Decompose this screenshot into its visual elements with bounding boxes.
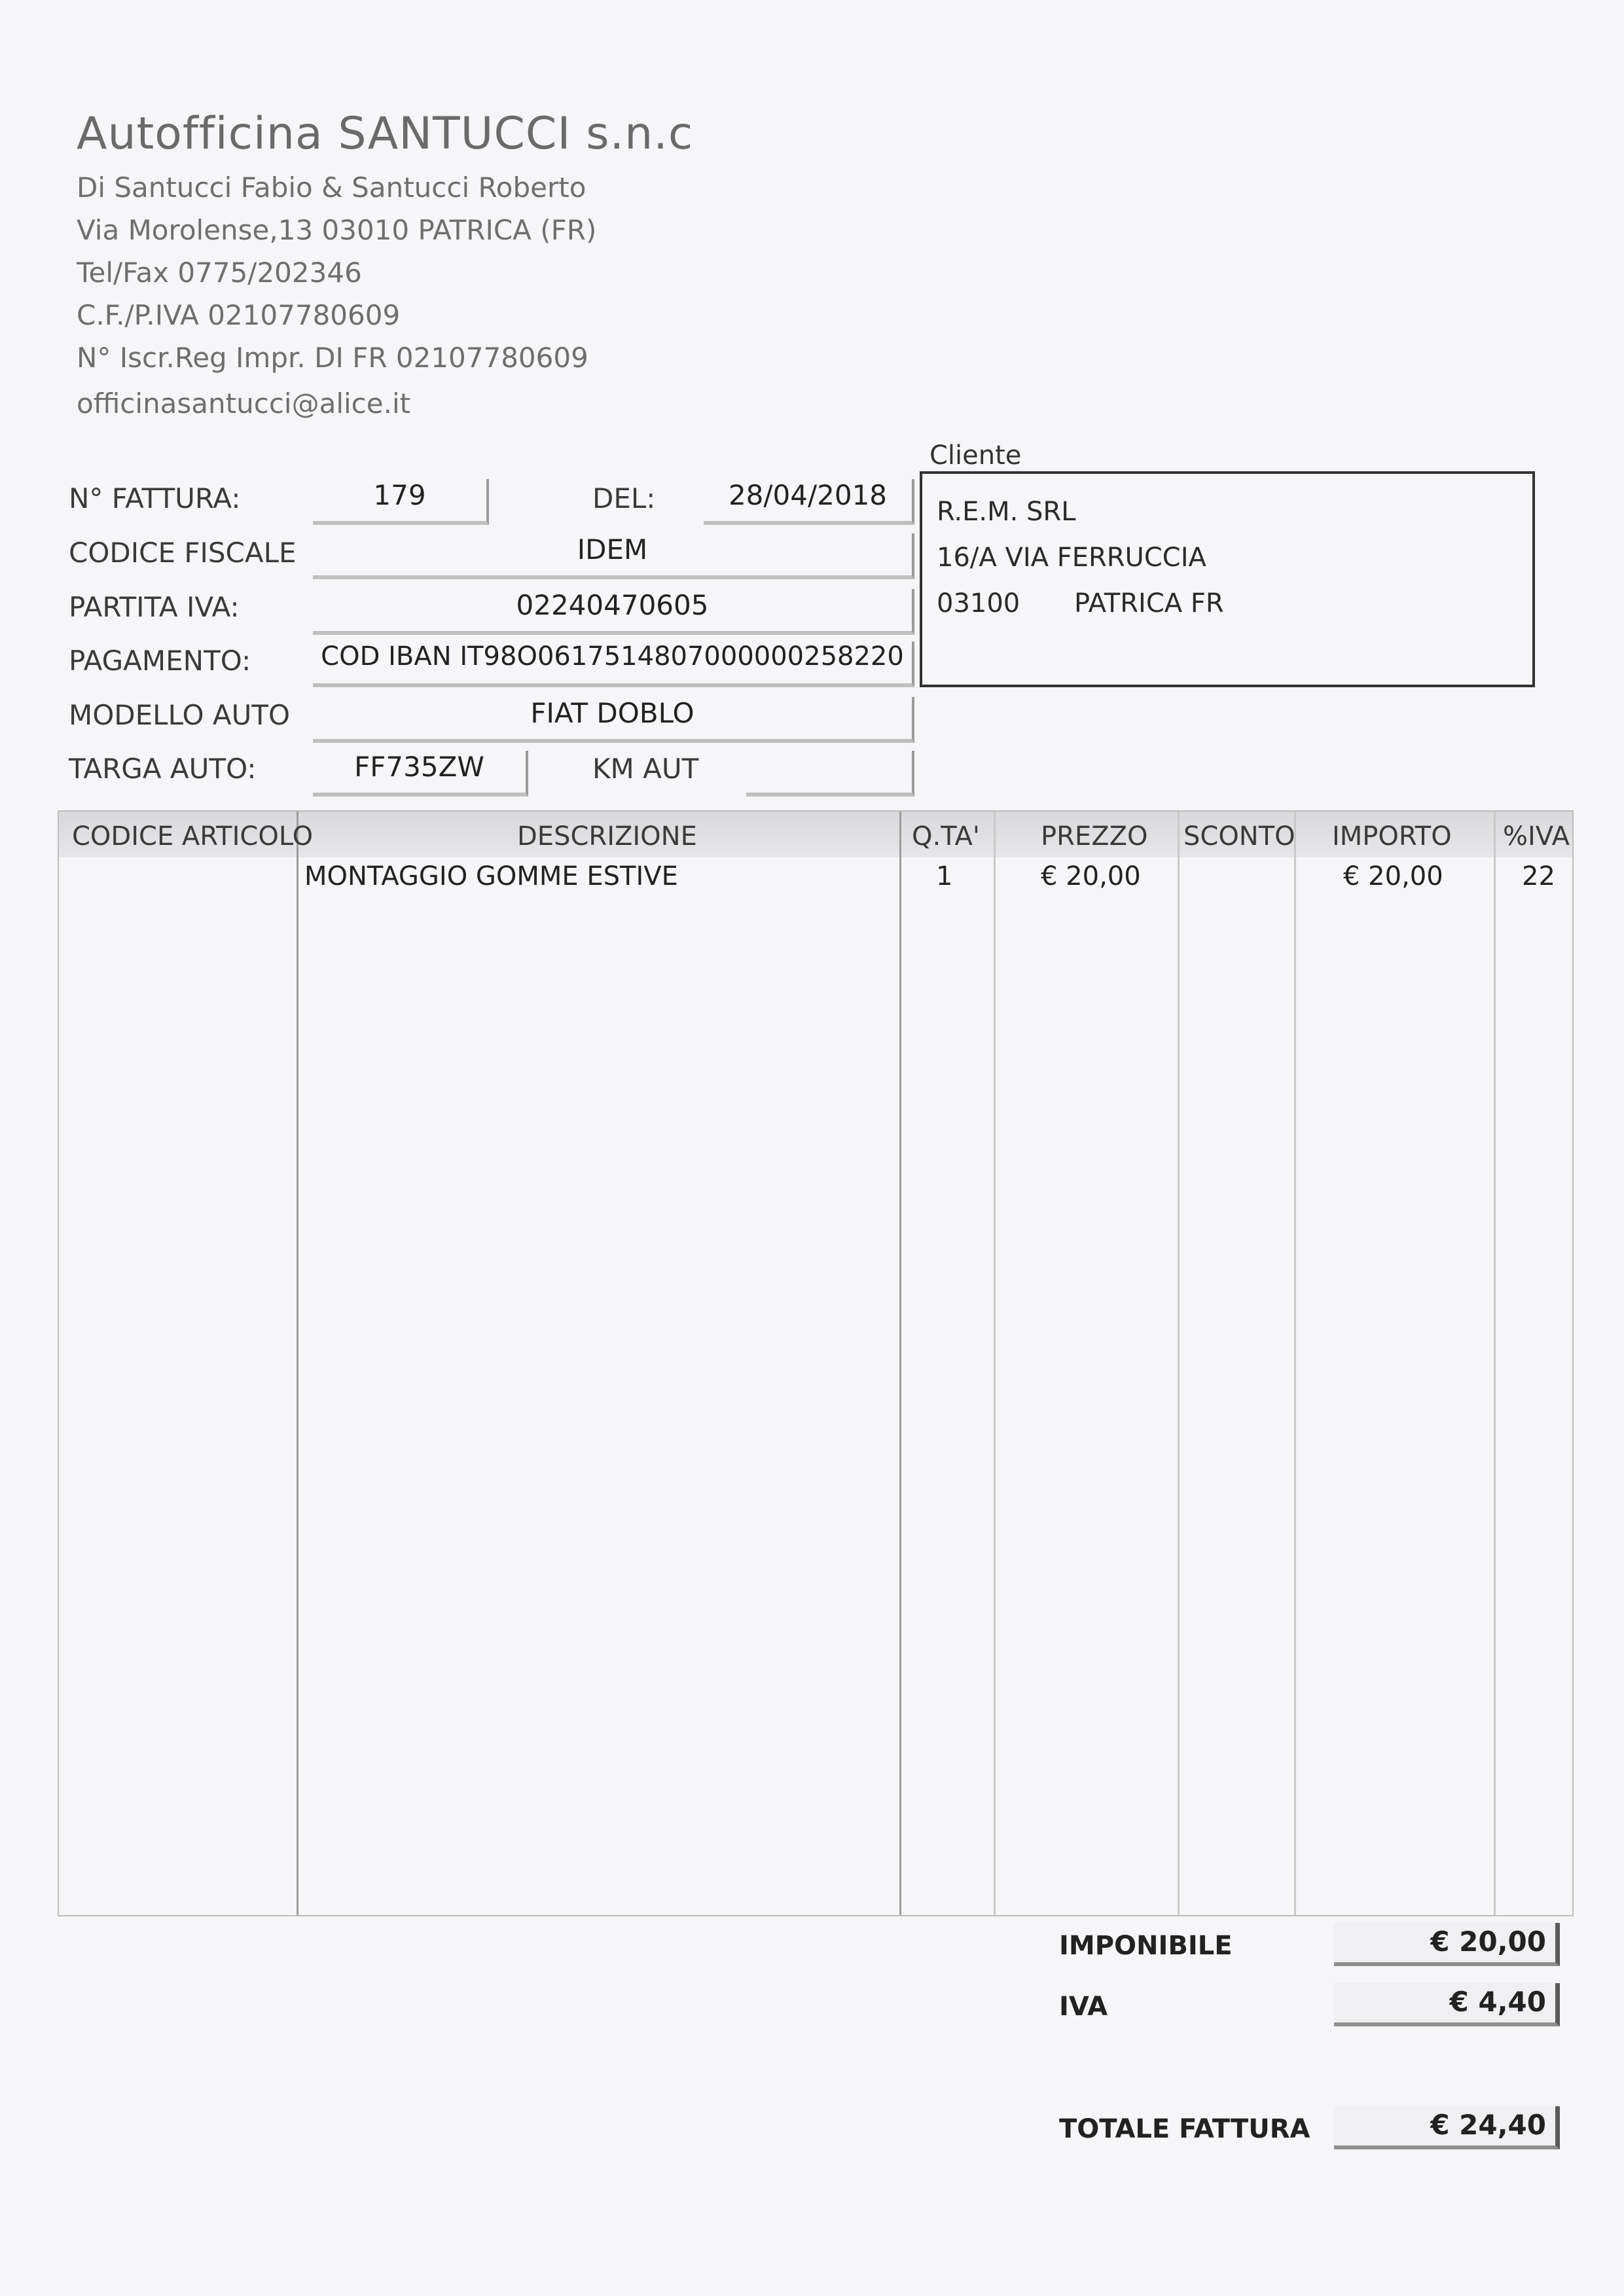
vat-number: 02240470605 <box>516 589 709 621</box>
car-model: FIAT DOBLO <box>530 697 695 729</box>
row-description: MONTAGGIO GOMME ESTIVE <box>304 861 678 891</box>
payment-iban: COD IBAN IT98O0617514807000000258220 <box>321 641 904 672</box>
company-phone: Tel/Fax 0775/202346 <box>77 257 362 289</box>
license-plate-field <box>313 751 528 797</box>
vat-number-label: PARTITA IVA: <box>69 591 240 623</box>
row-vat-rate: 22 <box>1522 861 1555 891</box>
vat-total-amount: € 4,40 <box>1334 1983 1560 2026</box>
column-divider <box>297 812 298 1915</box>
client-name: R.E.M. SRL <box>937 497 1076 527</box>
client-city: PATRICA FR <box>1074 588 1224 619</box>
payment-field <box>313 641 914 687</box>
header-amount: IMPORTO <box>1332 821 1452 852</box>
company-email: officinasantucci@alice.it <box>77 387 411 420</box>
column-divider <box>1294 812 1296 1915</box>
taxable-amount: € 20,00 <box>1334 1923 1560 1966</box>
column-divider <box>1178 812 1180 1915</box>
client-box <box>920 471 1535 687</box>
fiscal-code-field <box>313 533 914 579</box>
vat-total-label: IVA <box>1059 1992 1108 2022</box>
header-discount: SCONTO <box>1183 821 1295 852</box>
payment-label: PAGAMENTO: <box>69 645 251 677</box>
invoice-date-label: DEL: <box>592 482 656 514</box>
header-quantity: Q.TA' <box>912 821 980 852</box>
column-divider <box>1494 812 1496 1915</box>
row-quantity: 1 <box>936 861 953 891</box>
company-owners: Di Santucci Fabio & Santucci Roberto <box>77 171 586 204</box>
car-model-label: MODELLO AUTO <box>69 699 291 731</box>
vat-number-field <box>313 589 914 635</box>
column-divider <box>899 812 901 1915</box>
company-address: Via Morolense,13 03010 PATRICA (FR) <box>77 214 597 246</box>
invoice-number-label: N° FATTURA: <box>69 482 241 514</box>
header-price: PREZZO <box>1041 821 1148 852</box>
invoice-number-field <box>313 479 489 525</box>
invoice-date: 28/04/2018 <box>728 479 888 511</box>
row-amount: € 20,00 <box>1343 861 1443 891</box>
taxable-label: IMPONIBILE <box>1059 1931 1233 1961</box>
header-item-code: CODICE ARTICOLO <box>72 821 314 852</box>
fiscal-code-label: CODICE FISCALE <box>69 537 297 569</box>
company-register: N° Iscr.Reg Impr. DI FR 02107780609 <box>77 342 588 374</box>
car-model-field <box>313 697 914 743</box>
items-table <box>58 810 1574 1916</box>
company-tax-code: C.F./P.IVA 02107780609 <box>77 299 401 331</box>
header-vat-rate: %IVA <box>1503 821 1570 852</box>
client-zip: 03100 <box>937 588 1020 619</box>
license-plate-label: TARGA AUTO: <box>69 753 257 785</box>
company-name: Autofficina SANTUCCI s.n.c <box>77 108 694 160</box>
client-street: 16/A VIA FERRUCCIA <box>937 543 1206 573</box>
fiscal-code: IDEM <box>577 533 648 565</box>
license-plate: FF735ZW <box>354 751 484 783</box>
row-price: € 20,00 <box>1041 861 1141 891</box>
header-description: DESCRIZIONE <box>517 821 697 852</box>
km-field <box>746 751 914 797</box>
invoice-number: 179 <box>373 479 426 511</box>
column-divider <box>994 812 996 1915</box>
invoice-date-field <box>704 479 914 525</box>
invoice-total-amount: € 24,40 <box>1334 2106 1560 2149</box>
client-label: Cliente <box>929 440 1022 471</box>
invoice-total-label: TOTALE FATTURA <box>1059 2114 1310 2144</box>
km-label: KM AUT <box>592 753 699 785</box>
